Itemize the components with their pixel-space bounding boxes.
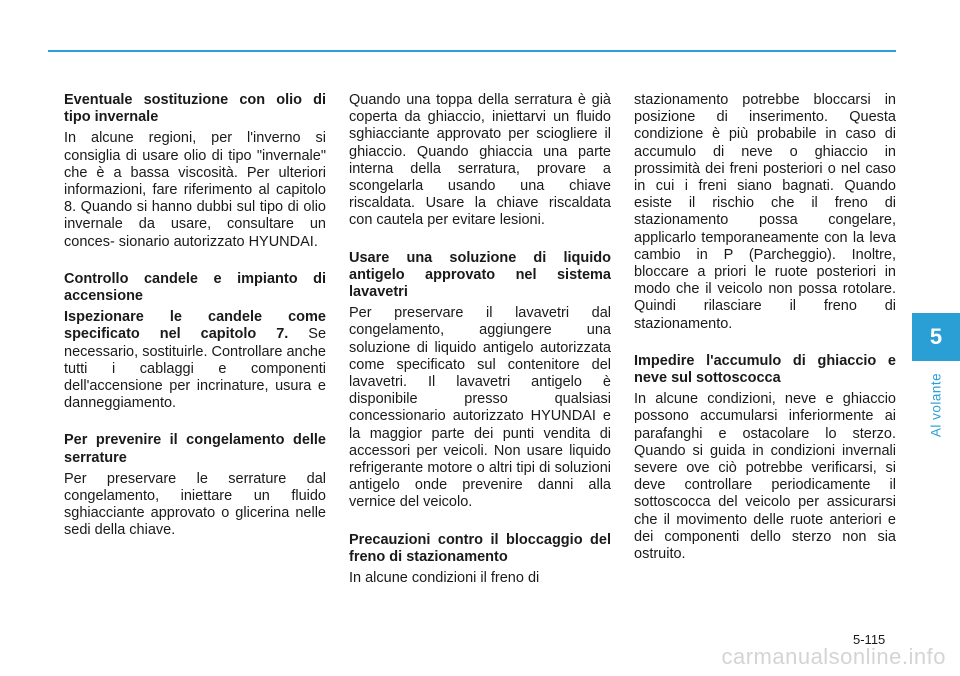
paragraph-parking-brake-cont: stazionamento potrebbe bloccarsi in posizione di inserimento. Questa condizione è più probabile in caso di accumulo di neve o ghiaccio in prossimità dei freni posteriori o nel caso in cui i freni siano bagnati. Quando esiste il rischio che il freno di stazionamento possa congelare, applicarlo temporaneamente con la leva cambio in P (Parcheggio). Inoltre, bloccare a priori le ruote posteriori in modo che il veicolo non possa rotolare. Quindi rilasciare il freno di stazionamento. — [634, 92, 896, 332]
section-number-tab: 5 — [912, 313, 960, 361]
heading-parking-brake: Precauzioni contro il bloccaggio del freno di stazionamento — [349, 531, 611, 565]
heading-undercarriage-ice: Impedire l'accumulo di ghiaccio e neve sul sottoscocca — [634, 352, 896, 387]
paragraph-winter-oil: In alcune regioni, per l'inverno si consiglia di usare olio di tipo "invernale" che è a bassa viscosità. Per ulteriori informazioni, fare riferimento al capitolo 8. Quando si hanno dubbi sul tipo di olio invernale da usare, consultare un conces- sionario autorizzato HYUNDAI. — [64, 130, 326, 250]
heading-spark-plugs: Controllo candele e impianto di accensione — [64, 270, 326, 305]
heading-washer-antifreeze: Usare una soluzione di liquido antigelo approvato nel sistema lavavetri — [349, 249, 611, 301]
watermark: carmanualsonline.info — [721, 644, 946, 669]
column-2 — [349, 92, 611, 587]
section-label: Al volante — [928, 372, 944, 438]
paragraph-undercarriage-ice: In alcune condizioni, neve e ghiaccio possono accumularsi inferiormente ai parafanghi e ostacolare lo sterzo. Quando si guida in condizioni invernali severe ove ciò potrebbe verificarsi, si deve controllare periodicamente il sottoscocca del veicolo per assicurarsi che il movimento delle ruote anteriori e dei componenti dello sterzo non sia ostruito. — [634, 391, 896, 563]
page-number: 5-115 — [853, 632, 886, 647]
paragraph-lock-freeze: Per preservare le serrature dal congelamento, iniettare un fluido sghiacciante approvato o glicerina nelle sedi della chiave. — [64, 470, 326, 539]
spark-plugs-bold-lead: Ispezionare le candele come specificato nel capitolo 7. — [64, 309, 326, 343]
spark-plugs-text: Se necessario, sostituirle. Controllare anche tutti i cablaggi e componenti dell'accensione per incrinature, usura e danneggiamento. — [64, 326, 327, 412]
header-rule — [48, 50, 896, 52]
column-1 — [64, 92, 326, 540]
heading-winter-oil: Eventuale sostituzione con olio di tipo invernale — [64, 92, 326, 126]
paragraph-lock-ice: Quando una toppa della serratura è già coperta da ghiaccio, iniettarvi un fluido sghiacciante approvato per sciogliere il ghiaccio. Quando ghiaccia una parte interna della serratura, provare a scongelarla usando una chiave riscaldata. Usare la chiave riscaldata con cautela per evitare lesioni. — [349, 92, 611, 229]
paragraph-parking-brake-start: In alcune condizioni il freno di — [349, 570, 540, 587]
paragraph-washer-antifreeze: Per preservare il lavavetri dal congelamento, aggiungere una soluzione di liquido antigelo autorizzata come specificato sul contenitore del lavavetri. Il lavavetri antigelo è disponibile presso qualsiasi concessionario autorizzato HYUNDAI e la maggior parte dei punti vendita di accessori per veicoli. Non usare liquido refrigerante motore o altri tipi di soluzioni antigelo onde prevenire danni alla vernice del veicolo. — [349, 305, 611, 511]
column-3 — [634, 92, 896, 563]
heading-lock-freeze: Per prevenire il congelamento delle serrature — [64, 432, 326, 466]
paragraph-spark-plugs — [64, 309, 326, 412]
